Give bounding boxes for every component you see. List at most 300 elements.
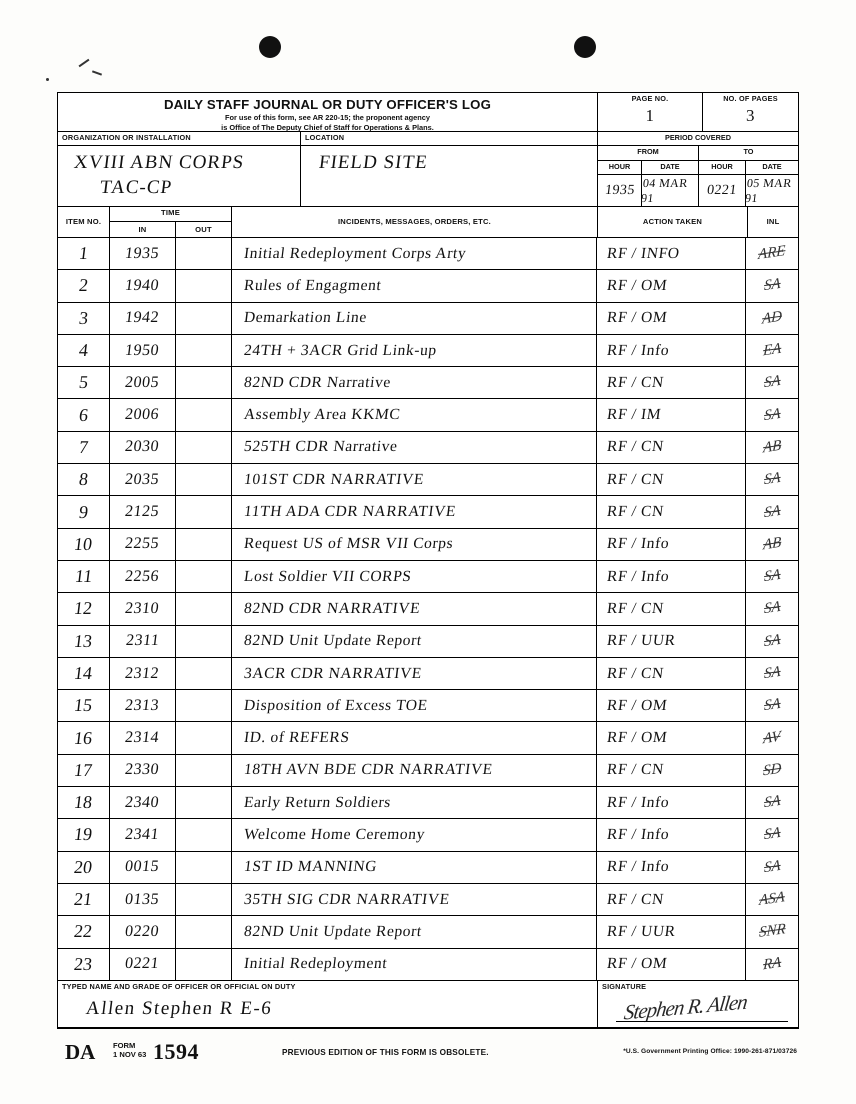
cell-initials[interactable] — [746, 367, 798, 398]
cell-action-taken[interactable] — [597, 238, 747, 269]
entry-incident: 35TH SIG CDR NARRATIVE — [242, 890, 451, 908]
entry-incident: 82ND Unit Update Report — [242, 632, 423, 650]
entry-incident: 24TH + 3ACR Grid Link-up — [242, 341, 438, 359]
cell-initials[interactable] — [746, 755, 798, 786]
entry-time-in: 1942 — [124, 309, 161, 327]
cell-item-no[interactable] — [58, 722, 110, 753]
entry-item-no: 6 — [77, 404, 90, 425]
cell-incident[interactable] — [232, 399, 597, 430]
cell-incident[interactable] — [232, 561, 597, 592]
period-covered-label: PERIOD COVERED — [664, 133, 732, 142]
form-title-block — [58, 93, 598, 131]
from-hour-label: HOUR — [608, 162, 631, 171]
col-header-inl — [748, 207, 798, 237]
organization-label: ORGANIZATION OR INSTALLATION — [62, 133, 191, 142]
cell-time-in[interactable] — [110, 303, 176, 334]
entry-action-taken: RF / CN — [605, 438, 665, 456]
cell-time-in[interactable] — [110, 529, 176, 560]
cell-time-out[interactable] — [176, 464, 232, 495]
hole-punch-left-icon — [259, 36, 281, 58]
cell-time-out[interactable] — [176, 399, 232, 430]
cell-time-in[interactable] — [110, 884, 176, 915]
col-header-inl-label: INL — [766, 217, 780, 227]
cell-item-no[interactable] — [58, 884, 110, 915]
entry-initials: AV — [763, 728, 782, 747]
entry-item-no: 13 — [73, 630, 94, 651]
entry-item-no: 1 — [77, 243, 90, 264]
entry-incident: Welcome Home Ceremony — [242, 825, 426, 843]
table-row[interactable] — [58, 949, 798, 981]
entry-time-in: 2125 — [124, 503, 161, 521]
table-row[interactable] — [58, 593, 798, 625]
cell-item-no[interactable] — [58, 464, 110, 495]
cell-time-out[interactable] — [176, 335, 232, 366]
daily-staff-journal-form — [57, 92, 799, 1029]
cell-incident[interactable] — [232, 367, 597, 398]
cell-incident[interactable] — [232, 464, 597, 495]
table-row[interactable] — [58, 755, 798, 787]
entry-initials: SA — [763, 502, 781, 521]
cell-action-taken[interactable] — [597, 432, 747, 463]
entry-item-no: 16 — [73, 727, 94, 748]
entry-item-no: 19 — [73, 824, 94, 845]
entry-action-taken: RF / UUR — [605, 922, 677, 940]
cell-incident[interactable] — [232, 787, 597, 818]
entry-time-in: 2312 — [124, 664, 161, 682]
cell-initials[interactable] — [746, 949, 798, 980]
entry-action-taken: RF / IM — [605, 406, 662, 424]
cell-time-in[interactable] — [110, 399, 176, 430]
entry-initials: RA — [762, 954, 782, 974]
table-row[interactable] — [58, 270, 798, 302]
table-row[interactable] — [58, 561, 798, 593]
cell-action-taken[interactable] — [597, 529, 747, 560]
cell-time-in[interactable] — [110, 626, 176, 657]
entry-action-taken: RF / CN — [605, 373, 665, 391]
table-row[interactable] — [58, 496, 798, 528]
table-row[interactable] — [58, 367, 798, 399]
cell-action-taken[interactable] — [597, 303, 747, 334]
col-header-in-label: IN — [138, 225, 147, 235]
cell-item-no[interactable] — [58, 238, 110, 269]
cell-action-taken[interactable] — [597, 722, 747, 753]
cell-action-taken[interactable] — [597, 658, 747, 689]
no-of-pages-value[interactable]: 3 — [746, 106, 755, 126]
cell-item-no[interactable] — [58, 367, 110, 398]
entry-action-taken: RF / INFO — [605, 244, 681, 262]
cell-incident[interactable] — [232, 722, 597, 753]
cell-action-taken[interactable] — [597, 819, 747, 850]
cell-incident[interactable] — [232, 949, 597, 980]
cell-action-taken[interactable] — [597, 916, 747, 947]
cell-time-out[interactable] — [176, 658, 232, 689]
entry-incident: 11TH ADA CDR NARRATIVE — [242, 503, 457, 521]
entry-time-in: 2314 — [124, 729, 161, 747]
entry-time-in: 2313 — [124, 696, 161, 714]
entry-incident: 101ST CDR NARRATIVE — [242, 470, 425, 488]
col-header-action — [598, 207, 748, 237]
cell-time-out[interactable] — [176, 432, 232, 463]
entry-item-no: 21 — [73, 889, 94, 910]
entry-action-taken: RF / Info — [605, 567, 670, 585]
table-row[interactable] — [58, 722, 798, 754]
cell-time-out[interactable] — [176, 787, 232, 818]
entry-time-in: 2006 — [124, 406, 161, 424]
cell-time-in[interactable] — [110, 335, 176, 366]
da-form-text — [113, 1041, 146, 1060]
from-date-value[interactable]: 04 MAR 91 — [640, 175, 689, 205]
organization-value-line1: XVIII ABN CORPS — [72, 152, 246, 173]
cell-action-taken[interactable] — [597, 852, 747, 883]
entry-time-in: 2311 — [124, 632, 161, 650]
table-row[interactable] — [58, 335, 798, 367]
entry-initials: SA — [763, 373, 781, 392]
cell-item-no[interactable] — [58, 949, 110, 980]
cell-time-in[interactable] — [110, 755, 176, 786]
cell-initials[interactable] — [746, 496, 798, 527]
entry-action-taken: RF / UUR — [605, 632, 677, 650]
cell-item-no[interactable] — [58, 561, 110, 592]
col-header-incidents-label: INCIDENTS, MESSAGES, ORDERS, ETC. — [337, 217, 491, 227]
organization-value-cell[interactable] — [58, 146, 301, 206]
cell-time-out[interactable] — [176, 722, 232, 753]
cell-item-no[interactable] — [58, 335, 110, 366]
cell-initials[interactable] — [746, 690, 798, 721]
entry-incident: 82ND Unit Update Report — [242, 922, 423, 940]
cell-time-out[interactable] — [176, 916, 232, 947]
cell-initials[interactable] — [746, 270, 798, 301]
cell-time-out[interactable] — [176, 529, 232, 560]
cell-time-in[interactable] — [110, 787, 176, 818]
entry-action-taken: RF / CN — [605, 599, 665, 617]
cell-time-in[interactable] — [110, 464, 176, 495]
cell-incident[interactable] — [232, 529, 597, 560]
entry-action-taken: RF / CN — [605, 664, 665, 682]
cell-item-no[interactable] — [58, 852, 110, 883]
col-header-item-no — [58, 207, 110, 237]
cell-action-taken[interactable] — [597, 593, 747, 624]
cell-time-out[interactable] — [176, 270, 232, 301]
table-row[interactable] — [58, 787, 798, 819]
table-row[interactable] — [58, 658, 798, 690]
from-date-label: DATE — [660, 162, 680, 171]
cell-initials[interactable] — [746, 852, 798, 883]
entry-incident: 82ND CDR NARRATIVE — [242, 599, 421, 617]
entry-initials: ASA — [759, 889, 786, 909]
cell-initials[interactable] — [746, 464, 798, 495]
entry-item-no: 17 — [73, 759, 94, 780]
entry-action-taken: RF / OM — [605, 955, 668, 973]
location-label: LOCATION — [305, 133, 345, 142]
da-form-number: 1594 — [153, 1039, 199, 1064]
entry-initials: SA — [763, 696, 781, 715]
entry-incident: Initial Redeployment Corps Arty — [242, 244, 467, 262]
location-value-cell[interactable] — [301, 146, 598, 206]
entry-initials: SA — [763, 469, 781, 489]
cell-time-out[interactable] — [176, 884, 232, 915]
entry-action-taken: RF / OM — [605, 276, 668, 294]
to-label: TO — [743, 147, 754, 156]
cell-initials[interactable] — [746, 626, 798, 657]
cell-item-no[interactable] — [58, 819, 110, 850]
entry-action-taken: RF / Info — [605, 825, 670, 843]
cell-initials[interactable] — [746, 787, 798, 818]
cell-initials[interactable] — [746, 432, 798, 463]
table-row[interactable] — [58, 399, 798, 431]
entry-action-taken: RF / Info — [605, 341, 670, 359]
cell-item-no[interactable] — [58, 432, 110, 463]
cell-initials[interactable] — [746, 593, 798, 624]
cell-time-out[interactable] — [176, 626, 232, 657]
cell-time-out[interactable] — [176, 949, 232, 980]
cell-time-in[interactable] — [110, 593, 176, 624]
entry-time-in: 1935 — [124, 244, 161, 262]
cell-incident[interactable] — [232, 496, 597, 527]
entry-item-no: 3 — [77, 307, 90, 328]
cell-action-taken[interactable] — [597, 399, 747, 430]
entry-action-taken: RF / OM — [605, 729, 668, 747]
entry-action-taken: RF / OM — [605, 696, 668, 714]
cell-incident[interactable] — [232, 819, 597, 850]
entry-initials: EA — [762, 340, 782, 360]
cell-time-out[interactable] — [176, 238, 232, 269]
cell-action-taken[interactable] — [597, 755, 747, 786]
to-date-value[interactable]: 05 MAR 91 — [744, 175, 793, 205]
form-subtitle-line1: For use of this form, see AR 220-15; the proponent agency — [224, 113, 431, 122]
entry-item-no: 15 — [73, 695, 94, 716]
cell-time-in[interactable] — [110, 496, 176, 527]
entry-time-in: 2030 — [124, 438, 161, 456]
cell-incident[interactable] — [232, 852, 597, 883]
cell-item-no[interactable] — [58, 399, 110, 430]
header-labels-band — [58, 132, 798, 146]
signature-cell[interactable] — [598, 981, 798, 1027]
cell-time-out[interactable] — [176, 690, 232, 721]
cell-item-no[interactable] — [58, 593, 110, 624]
cell-initials[interactable] — [746, 561, 798, 592]
entry-initials: SA — [763, 276, 781, 295]
cell-initials[interactable] — [746, 722, 798, 753]
table-row[interactable] — [58, 852, 798, 884]
cell-initials[interactable] — [746, 884, 798, 915]
page-no-label: PAGE NO. — [631, 94, 669, 103]
cell-item-no[interactable] — [58, 496, 110, 527]
cell-item-no[interactable] — [58, 755, 110, 786]
cell-time-in[interactable] — [110, 432, 176, 463]
entry-item-no: 20 — [73, 856, 94, 877]
previous-edition-note: PREVIOUS EDITION OF THIS FORM IS OBSOLETE. — [282, 1048, 489, 1057]
cell-action-taken[interactable] — [597, 335, 747, 366]
entry-item-no: 5 — [77, 372, 90, 393]
entry-time-in: 0015 — [124, 858, 161, 876]
entry-action-taken: RF / Info — [605, 535, 670, 553]
entry-item-no: 2 — [77, 275, 90, 296]
cell-time-in[interactable] — [110, 658, 176, 689]
entry-action-taken: RF / Info — [605, 793, 670, 811]
cell-action-taken[interactable] — [597, 690, 747, 721]
cell-time-out[interactable] — [176, 496, 232, 527]
entry-item-no: 7 — [77, 436, 90, 457]
entry-time-in: 0135 — [124, 890, 161, 908]
form-title-band — [58, 93, 798, 132]
cell-time-in[interactable] — [110, 852, 176, 883]
cell-item-no[interactable] — [58, 303, 110, 334]
cell-time-in[interactable] — [110, 270, 176, 301]
table-column-headers — [58, 207, 798, 238]
entry-initials: AD — [761, 308, 783, 328]
cell-initials[interactable] — [746, 303, 798, 334]
cell-initials[interactable] — [746, 529, 798, 560]
entry-initials: SA — [763, 405, 781, 424]
cell-action-taken[interactable] — [597, 270, 747, 301]
hole-punch-right-icon — [574, 36, 596, 58]
cell-action-taken[interactable] — [597, 496, 747, 527]
cell-time-in[interactable] — [110, 819, 176, 850]
cell-initials[interactable] — [746, 238, 798, 269]
entry-action-taken: RF / OM — [605, 309, 668, 327]
cell-time-in[interactable] — [110, 367, 176, 398]
cell-item-no[interactable] — [58, 787, 110, 818]
cell-action-taken[interactable] — [597, 464, 747, 495]
to-hour-label: HOUR — [711, 162, 733, 171]
cell-incident[interactable] — [232, 690, 597, 721]
col-header-time — [110, 207, 232, 237]
entry-incident: Demarkation Line — [242, 309, 368, 327]
page-no-block — [598, 93, 703, 131]
table-row[interactable] — [58, 432, 798, 464]
from-hour-value[interactable]: 1935 — [603, 182, 636, 198]
table-row[interactable] — [58, 464, 798, 496]
cell-incident[interactable] — [232, 270, 597, 301]
scan-artifact-mark — [46, 78, 49, 81]
cell-time-out[interactable] — [176, 367, 232, 398]
entry-action-taken: RF / CN — [605, 503, 665, 521]
entry-incident: 1ST ID MANNING — [242, 858, 378, 876]
cell-incident[interactable] — [232, 626, 597, 657]
table-row[interactable] — [58, 884, 798, 916]
entry-time-in: 0221 — [124, 955, 161, 973]
entry-incident: Disposition of Excess TOE — [242, 696, 429, 714]
col-header-action-label: ACTION TAKEN — [642, 217, 703, 227]
typed-name-value: Allen Stephen R E-6 — [84, 997, 274, 1019]
cell-incident[interactable] — [232, 884, 597, 915]
col-header-time-label: TIME — [110, 207, 231, 222]
cell-incident[interactable] — [232, 432, 597, 463]
cell-incident[interactable] — [232, 238, 597, 269]
signature-value: Stephen R. Allen — [622, 989, 749, 1025]
cell-action-taken[interactable] — [597, 949, 747, 980]
scan-artifact-mark — [79, 59, 90, 68]
signature-underline — [616, 1021, 788, 1022]
to-hour-value[interactable]: 0221 — [706, 182, 738, 198]
cell-time-in[interactable] — [110, 949, 176, 980]
cell-action-taken[interactable] — [597, 561, 747, 592]
cell-item-no[interactable] — [58, 690, 110, 721]
cell-action-taken[interactable] — [597, 626, 747, 657]
cell-time-out[interactable] — [176, 303, 232, 334]
cell-time-in[interactable] — [110, 238, 176, 269]
page-no-value[interactable]: 1 — [645, 106, 655, 126]
cell-initials[interactable] — [746, 819, 798, 850]
cell-time-out[interactable] — [176, 819, 232, 850]
cell-incident[interactable] — [232, 303, 597, 334]
da-form-line2: 1 NOV 63 — [113, 1050, 147, 1060]
no-of-pages-label: NO. OF PAGES — [723, 94, 778, 103]
col-header-out-label: OUT — [195, 225, 212, 235]
cell-time-in[interactable] — [110, 722, 176, 753]
entry-initials: SA — [763, 825, 781, 844]
cell-time-out[interactable] — [176, 755, 232, 786]
typed-name-label: TYPED NAME AND GRADE OF OFFICER OR OFFICIAL ON DUTY — [62, 981, 296, 991]
entry-initials: AB — [762, 534, 782, 554]
cell-initials[interactable] — [746, 916, 798, 947]
entry-initials: SA — [763, 857, 781, 877]
cell-item-no[interactable] — [58, 529, 110, 560]
cell-initials[interactable] — [746, 335, 798, 366]
entry-incident: 18TH AVN BDE CDR NARRATIVE — [242, 761, 494, 779]
typed-name-cell[interactable] — [58, 981, 598, 1027]
entry-action-taken: RF / CN — [605, 761, 665, 779]
table-row[interactable] — [58, 690, 798, 722]
entry-incident: 525TH CDR Narrative — [242, 438, 399, 456]
table-row[interactable] — [58, 529, 798, 561]
form-title: DAILY STAFF JOURNAL OR DUTY OFFICER'S LOG — [163, 97, 492, 112]
cell-incident[interactable] — [232, 755, 597, 786]
cell-time-out[interactable] — [176, 852, 232, 883]
cell-time-in[interactable] — [110, 690, 176, 721]
cell-item-no[interactable] — [58, 626, 110, 657]
entry-time-in: 2340 — [124, 793, 161, 811]
table-row[interactable] — [58, 819, 798, 851]
period-covered-cell — [598, 146, 798, 206]
table-row[interactable] — [58, 238, 798, 270]
org-location-period-band — [58, 146, 798, 207]
cell-time-in[interactable] — [110, 916, 176, 947]
cell-item-no[interactable] — [58, 270, 110, 301]
cell-action-taken[interactable] — [597, 787, 747, 818]
no-of-pages-block — [703, 93, 798, 131]
cell-initials[interactable] — [746, 399, 798, 430]
cell-incident[interactable] — [232, 335, 597, 366]
entry-item-no: 8 — [77, 469, 90, 490]
signature-label: SIGNATURE — [602, 981, 647, 991]
cell-action-taken[interactable] — [597, 884, 747, 915]
cell-item-no[interactable] — [58, 916, 110, 947]
entry-incident: Lost Soldier VII CORPS — [242, 567, 413, 585]
signature-band — [58, 981, 798, 1028]
table-row[interactable] — [58, 916, 798, 948]
entry-item-no: 12 — [73, 598, 94, 619]
entry-item-no: 22 — [73, 921, 94, 942]
table-row[interactable] — [58, 626, 798, 658]
cell-time-out[interactable] — [176, 561, 232, 592]
cell-time-in[interactable] — [110, 561, 176, 592]
form-footer — [57, 1040, 799, 1070]
cell-incident[interactable] — [232, 916, 597, 947]
entry-incident: Initial Redeployment — [242, 955, 388, 973]
cell-incident[interactable] — [232, 593, 597, 624]
entry-item-no: 23 — [73, 953, 94, 974]
location-value: FIELD SITE — [317, 152, 430, 173]
cell-incident[interactable] — [232, 658, 597, 689]
cell-initials[interactable] — [746, 658, 798, 689]
entry-time-in: 2035 — [124, 470, 161, 488]
cell-item-no[interactable] — [58, 658, 110, 689]
table-row[interactable] — [58, 303, 798, 335]
entry-time-in: 2005 — [124, 373, 161, 391]
cell-action-taken[interactable] — [597, 367, 747, 398]
cell-time-out[interactable] — [176, 593, 232, 624]
